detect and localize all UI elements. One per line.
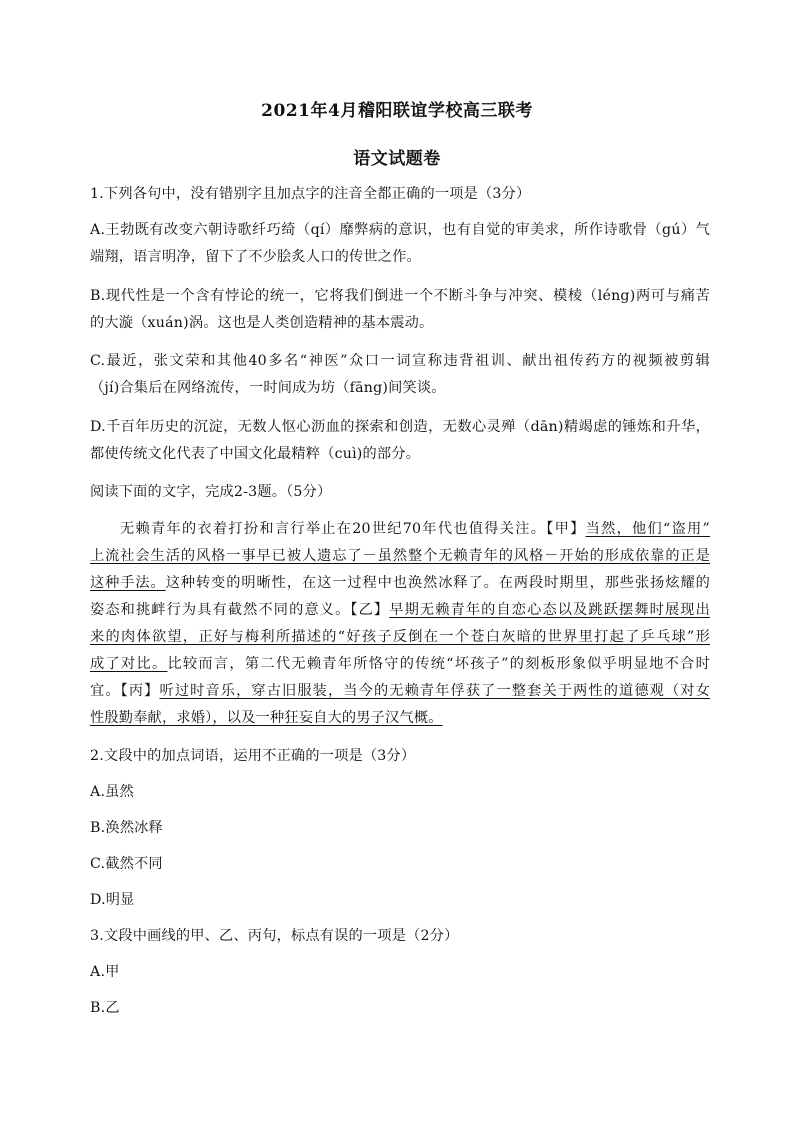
- q3-stem: 3.文段中画线的甲、乙、丙句，标点有误的一项是（2分）: [90, 928, 459, 944]
- passage-text: 这种转变的明晰性，在这一过程中也涣然冰释了。在两段时期里，那些张扬炫耀的: [165, 575, 710, 591]
- underlined-sentence-yi-end: 成了对比。: [90, 656, 168, 672]
- q1-option-a-line2: 端翔，语言明净，留下了不少脍炙人口的传世之作。: [90, 249, 421, 265]
- q3-option-b: B.乙: [90, 1000, 120, 1016]
- exam-title: 2021年4月稽阳联谊学校高三联考: [261, 101, 533, 121]
- passage-line-5: [90, 627, 710, 647]
- q1-option-c-line1: C.最近，张文荣和其他40多名“神医”众口一词宣称违背祖训、献出祖传药方的视频被剪辑: [90, 353, 710, 369]
- q2-option-d: D.明显: [90, 892, 135, 908]
- q1-option-d-line1: D.千百年历史的沉淀，无数人怄心沥血的探索和创造，无数心灵殚（dān)精竭虑的锤炼和升华，: [90, 419, 710, 435]
- q2-option-c: C.截然不同: [90, 856, 163, 872]
- underlined-sentence-bing-end: 性殷勤奉献，求婚），以及一种狂妄自大的男子汉气概。: [90, 710, 443, 726]
- q2-stem: 2.文段中的加点词语，运用不正确的一项是（3分）: [90, 748, 416, 764]
- passage-line-2: [90, 546, 710, 566]
- q1-option-a-line1: A.王勃既有改变六朝诗歌纤巧绮（qí）靡弊病的意识，也有自觉的审美求，所作诗歌骨（gú）气: [90, 222, 710, 238]
- q1-option-b-line1: B.现代性是一个含有悖论的统一，它将我们倒进一个不断斗争与冲突、模棱（léng)两可与痛苦: [90, 288, 710, 304]
- underlined-sentence-jia: 当然，他们“盗用”: [585, 521, 710, 537]
- q2-option-a: A.虽然: [90, 784, 134, 800]
- subject-title: 语文试题卷: [353, 149, 441, 169]
- underlined-sentence-bing: 听过时音乐，穿古旧服装，当今的无赖青年俘获了一整套关于两性的道德观（对女: [159, 683, 711, 699]
- underlined-sentence-jia-end: 这种手法。: [90, 575, 166, 591]
- reading-intro: 阅读下面的文字，完成2-3题。（5分）: [90, 484, 332, 500]
- q1-option-b-line2: 的大漩（xuán)涡。这也是人类创造精神的基本震动。: [90, 315, 434, 331]
- passage-text: 无赖青年的衣着打扮和言行举止在20世纪70年代也值得关注。【甲】: [120, 521, 586, 537]
- q2-option-b: B.涣然冰释: [90, 820, 163, 836]
- passage-line-4: [90, 600, 710, 620]
- q1-option-d-line2: 都使传统文化代表了中国文化最精粹（cuì)的部分。: [90, 446, 421, 462]
- underlined-sentence-yi: 早期无赖青年的自恋心态以及跳跃摆舞时展现出: [389, 602, 711, 618]
- passage-text: 姿态和挑衅行为具有截然不同的意义。【乙】: [90, 602, 390, 618]
- passage-line-8: [90, 708, 710, 728]
- passage-text: 宜。【丙】: [90, 683, 160, 699]
- q1-option-c-line2: （jí)合集后在网络流传，一时间成为坊（fāng)间笑谈。: [90, 380, 446, 396]
- q1-stem: 1.下列各句中，没有错别字且加点字的注音全都正确的一项是（3分）: [90, 186, 531, 202]
- q3-option-a: A.甲: [90, 964, 120, 980]
- passage-line-3: [90, 573, 710, 593]
- underlined-sentence-yi-cont: 来的肉体欲望，正好与梅利所描述的“好孩子反倒在一个苍白灰暗的世界里打起了乒乓球”形: [90, 629, 710, 645]
- passage-line-1: [120, 519, 710, 539]
- passage-line-6: [90, 654, 710, 674]
- passage-text: 比较而言，第二代无赖青年所恪守的传统“坏孩子”的刻板形象似乎明显地不合时: [167, 656, 710, 672]
- underlined-sentence-jia-cont: 上流社会生活的风格一事早已被人遗忘了－虽然整个无赖青年的风格－开始的形成依靠的正是: [90, 548, 710, 564]
- passage-line-7: [90, 681, 710, 701]
